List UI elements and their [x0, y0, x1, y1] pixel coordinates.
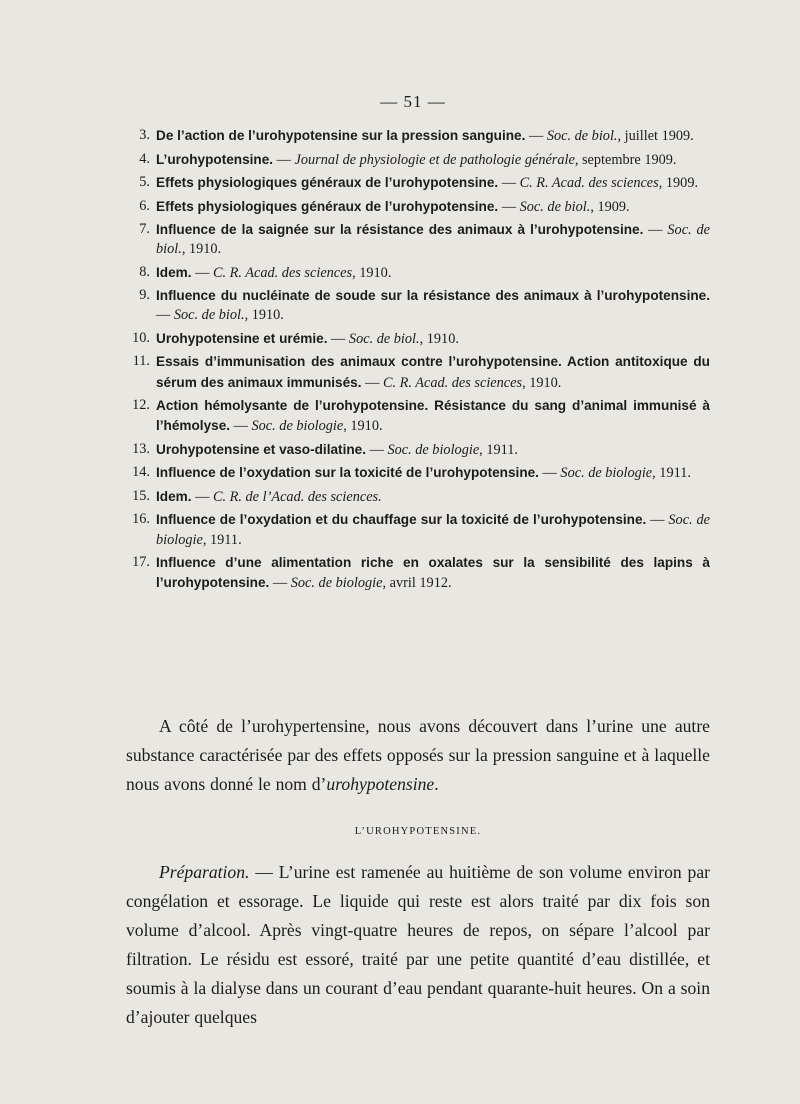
bibliography-entry — [126, 150, 710, 170]
entry-tail: , 1910. — [352, 264, 392, 281]
entry-source: Soc. de biol. — [546, 128, 618, 144]
intro-paragraph — [126, 712, 710, 799]
intro-term: urohypotensine — [326, 774, 435, 794]
bibliography-entry — [126, 440, 710, 460]
entry-title: Urohypotensine et urémie. — [156, 330, 328, 346]
entry-source: Soc. de biol. — [173, 307, 245, 324]
entry-dash: — — [525, 128, 547, 144]
entry-number: 12. — [132, 397, 150, 414]
entry-source: Soc. de biologie — [290, 575, 383, 592]
entry-dash: — — [366, 441, 388, 458]
entry-title: Influence de l’oxydation et du chauffage sur la toxicité de l’urohypotensine. — [156, 512, 647, 528]
entry-dash: — — [646, 512, 669, 529]
entry-source: Soc. de biol. — [156, 222, 710, 258]
entry-number: 6. — [139, 197, 150, 214]
bibliography-entry — [126, 126, 710, 146]
bibliography-entry — [126, 220, 710, 259]
entry-number: 14. — [132, 464, 150, 481]
entry-tail: , 1910. — [244, 307, 284, 324]
preparation-text: — L’urine est ramenée au huitième de son volume environ par congélation et essorage. Le liquide qui reste est alors traité par dix fois son volume d’alcool. Après vingt-quatre heures de repos, on sépare l’alcool par filtration. Le résidu est essoré, traité par une petite quantité d’eau distillée, et soumis à la dialyse dans un courant d’eau pendant quarante-huit heures. On a soin d’ajouter quelques — [126, 862, 710, 1027]
entry-title: Action hémolysante de l’urohypotensine. Résistance du sang d’animal immunisé à l’hémolyse. — [156, 398, 710, 434]
bibliography-entry — [126, 553, 710, 593]
entry-dash: — — [538, 465, 561, 482]
entry-number: 5. — [139, 174, 150, 190]
entry-title: Effets physiologiques généraux de l’urohypotensine. — [156, 198, 499, 214]
entry-tail: , 1911. — [202, 531, 242, 548]
bibliography-entry — [126, 510, 710, 549]
entry-dash: — — [361, 374, 383, 391]
entry-source: C. R. de l’Acad. des sciences. — [212, 488, 382, 505]
entry-dash: — — [643, 222, 668, 238]
bibliography-entry — [126, 396, 710, 436]
entry-tail: , 1910. — [419, 330, 459, 347]
bibliography-entry — [126, 352, 710, 392]
entry-source: Journal de physiologie et de pathologie générale, — [294, 151, 579, 168]
intro-end: . — [434, 774, 439, 794]
entry-number: 16. — [132, 511, 150, 528]
entry-number: 17. — [132, 554, 150, 571]
preparation-label: Préparation. — [159, 862, 250, 882]
entry-dash: — — [498, 198, 520, 215]
entry-tail: , 1909. — [658, 175, 699, 191]
entry-title: L’urohypotensine. — [156, 151, 274, 167]
entry-title: Urohypotensine et vaso-dilatine. — [156, 441, 366, 457]
entry-tail: , avril 1912. — [382, 575, 452, 592]
entry-number: 8. — [139, 263, 150, 280]
entry-source: Soc. de biologie — [560, 465, 653, 482]
bibliography-entry — [126, 329, 710, 349]
entry-source: Soc. de biol. — [348, 330, 420, 347]
entry-number: 4. — [139, 150, 150, 167]
entry-tail: , 1910. — [522, 374, 562, 391]
entry-title: Idem. — [156, 264, 192, 280]
entry-source: Soc. de biol. — [519, 198, 591, 215]
entry-source: C. R. Acad. des sciences — [382, 374, 523, 391]
entry-number: 13. — [132, 440, 150, 457]
bibliography-entry — [126, 173, 710, 193]
section-heading: L’UROHYPOTENSINE. — [354, 826, 482, 837]
entry-dash: — — [498, 175, 520, 191]
bibliography-entry — [126, 197, 710, 217]
entry-dash: — — [156, 307, 174, 324]
entry-title: Influence de l’oxydation sur la toxicité de l’urohypotensine. — [156, 465, 539, 481]
bibliography-entry — [126, 263, 710, 283]
entry-tail: , juillet 1909. — [617, 128, 694, 144]
entry-number: 15. — [132, 487, 150, 504]
entry-tail: , 1911. — [652, 465, 691, 482]
entry-dash: — — [273, 151, 295, 168]
entry-dash: — — [191, 488, 213, 505]
entry-tail: , 1911. — [479, 441, 518, 458]
entry-title: Influence de la saignée sur la résistance des animaux à l’urohypotensine. — [156, 222, 644, 237]
entry-title: Effets physiologiques généraux de l’urohypotensine. — [156, 175, 499, 190]
entry-source: C. R. Acad. des sciences — [519, 175, 659, 191]
entry-dash: — — [191, 264, 213, 281]
bibliography-entry — [126, 286, 710, 325]
entry-dash: — — [327, 330, 349, 347]
entry-title: Influence d’une alimentation riche en oxalates sur la sensibilité des lapins à l’urohypotensine. — [156, 555, 710, 591]
page-number: — 51 — — [380, 92, 446, 111]
entry-source: Soc. de biologie — [156, 512, 710, 548]
entry-number: 7. — [139, 221, 150, 237]
entry-tail: , 1909. — [590, 198, 630, 215]
entry-dash: — — [230, 418, 252, 435]
entry-number: 9. — [139, 287, 150, 304]
entry-title: De l’action de l’urohypotensine sur la pression sanguine. — [156, 128, 526, 143]
bibliography-list — [126, 126, 710, 597]
entry-source: C. R. Acad. des sciences — [212, 264, 353, 281]
entry-source: Soc. de biologie — [387, 441, 480, 458]
entry-title: Essais d’immunisation des animaux contre l’urohypotensine. Action antitoxique du sérum des animaux immunisés. — [156, 354, 710, 390]
entry-tail: septembre 1909. — [578, 151, 677, 168]
entry-tail: , 1910. — [181, 241, 222, 258]
entry-title: Influence du nucléinate de soude sur la résistance des animaux à l’urohypotensine. — [156, 288, 710, 304]
entry-title: Idem. — [156, 488, 192, 504]
preparation-paragraph — [126, 858, 710, 1032]
entry-number: 11. — [132, 353, 150, 370]
bibliography-entry — [126, 463, 710, 483]
intro-text: A côté de l’urohypertensine, nous avons découvert dans l’urine une autre substance caractérisée par des effets opposés sur la pression sanguine et à laquelle nous avons donné le nom d’ — [126, 716, 710, 794]
entry-tail: , 1910. — [343, 418, 383, 435]
entry-number: 10. — [132, 329, 150, 346]
entry-dash: — — [269, 575, 291, 592]
bibliography-entry — [126, 487, 710, 507]
entry-source: Soc. de biologie — [251, 418, 344, 435]
entry-number: 3. — [139, 127, 150, 143]
